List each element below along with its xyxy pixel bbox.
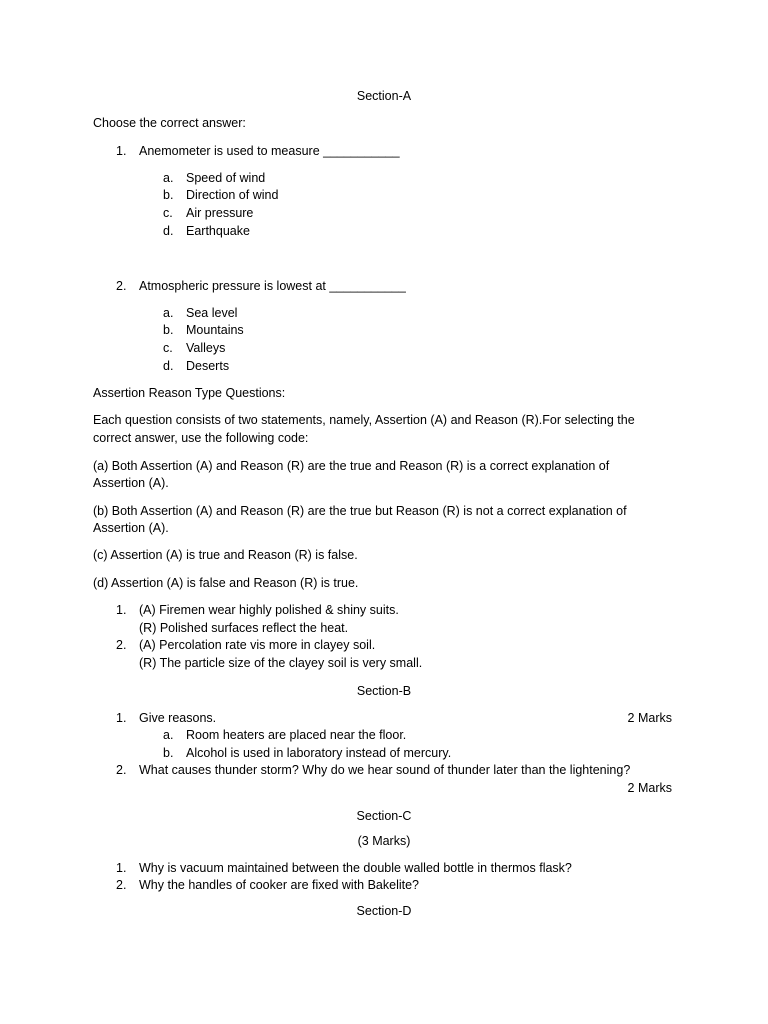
option-text: Mountains	[186, 323, 244, 337]
code-line: Assertion (A).	[93, 476, 169, 490]
option-letter: c.	[163, 206, 173, 220]
question-number: 2.	[116, 763, 127, 777]
option-letter: b.	[163, 746, 174, 760]
question-text: What causes thunder storm? Why do we hear sound of thunder later than the lightening?	[139, 763, 631, 777]
section-c-heading: Section-C	[356, 809, 412, 823]
question-text: Why the handles of cooker are fixed with Bakelite?	[139, 878, 420, 892]
assertion-reason-intro: correct answer, use the following code:	[93, 431, 309, 445]
assertion-text: (A) Firemen wear highly polished & shiny suits.	[139, 603, 399, 617]
section-c-marks: (3 Marks)	[357, 834, 411, 848]
code-line: (a) Both Assertion (A) and Reason (R) are the true and Reason (R) is a correct explanation of	[93, 459, 610, 473]
marks-label: 2 Marks	[627, 711, 672, 725]
reason-text: (R) Polished surfaces reflect the heat.	[139, 621, 349, 635]
option-letter: d.	[163, 359, 174, 373]
option-text: Earthquake	[186, 224, 250, 238]
code-line: (d) Assertion (A) is false and Reason (R) is true.	[93, 576, 359, 590]
question-number: 2.	[116, 878, 127, 892]
option-letter: b.	[163, 323, 174, 337]
reason-text: (R) The particle size of the clayey soil is very small.	[139, 656, 423, 670]
assertion-reason-intro: Each question consists of two statements, namely, Assertion (A) and Reason (R).For selecting the	[93, 413, 635, 427]
question-text: Atmospheric pressure is lowest at ___________	[139, 279, 406, 293]
marks-label: 2 Marks	[627, 781, 672, 795]
question-number: 1.	[116, 711, 127, 725]
question-number: 1.	[116, 603, 127, 617]
section-b-heading: Section-B	[356, 684, 412, 698]
section-d-heading: Section-D	[356, 904, 412, 918]
option-letter: a.	[163, 728, 174, 742]
option-letter: c.	[163, 341, 173, 355]
code-line: Assertion (A).	[93, 521, 169, 535]
option-text: Air pressure	[186, 206, 254, 220]
option-letter: b.	[163, 188, 174, 202]
question-number: 2.	[116, 279, 127, 293]
option-letter: d.	[163, 224, 174, 238]
option-text: Speed of wind	[186, 171, 266, 185]
section-a-instruction: Choose the correct answer:	[93, 116, 246, 130]
assertion-text: (A) Percolation rate vis more in clayey soil.	[139, 638, 376, 652]
code-line: (b) Both Assertion (A) and Reason (R) are the true but Reason (R) is not a correct explanation of	[93, 504, 627, 518]
question-number: 1.	[116, 861, 127, 875]
option-text: Valleys	[186, 341, 226, 355]
assertion-reason-heading: Assertion Reason Type Questions:	[93, 386, 286, 400]
question-number: 1.	[116, 144, 127, 158]
code-line: (c) Assertion (A) is true and Reason (R) is false.	[93, 548, 358, 562]
option-letter: a.	[163, 306, 174, 320]
option-text: Alcohol is used in laboratory instead of mercury.	[186, 746, 452, 760]
question-text: Anemometer is used to measure ___________	[139, 144, 400, 158]
option-text: Direction of wind	[186, 188, 279, 202]
option-text: Room heaters are placed near the floor.	[186, 728, 407, 742]
section-a-heading: Section-A	[356, 89, 412, 103]
question-number: 2.	[116, 638, 127, 652]
option-text: Deserts	[186, 359, 230, 373]
option-letter: a.	[163, 171, 174, 185]
option-text: Sea level	[186, 306, 238, 320]
question-text: Why is vacuum maintained between the double walled bottle in thermos flask?	[139, 861, 572, 875]
question-text: Give reasons.	[139, 711, 217, 725]
